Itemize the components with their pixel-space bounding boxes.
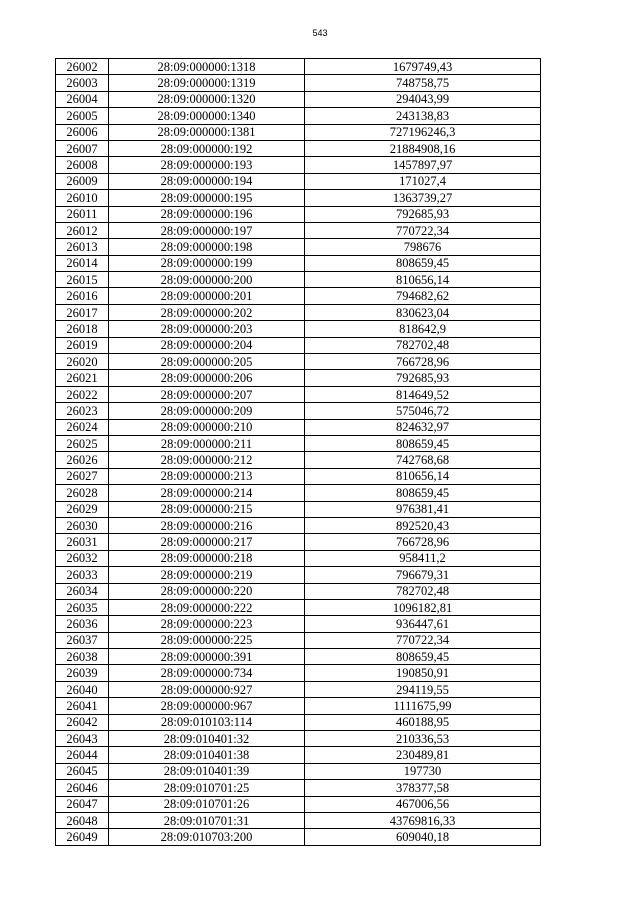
row-number-cell: 26002 xyxy=(56,59,109,75)
table-row xyxy=(56,534,541,550)
cadastral-value-cell: 892520,43 xyxy=(305,517,541,533)
cadastral-number-cell: 28:09:000000:967 xyxy=(109,698,305,714)
cadastral-number-cell: 28:09:000000:198 xyxy=(109,239,305,255)
table-row xyxy=(56,108,541,124)
cadastral-value-cell: 230489,81 xyxy=(305,747,541,763)
row-number-cell: 26045 xyxy=(56,763,109,779)
cadastral-number-cell: 28:09:000000:193 xyxy=(109,157,305,173)
row-number-cell: 26014 xyxy=(56,255,109,271)
row-number-cell: 26036 xyxy=(56,616,109,632)
cadastral-value-cell: 190850,91 xyxy=(305,665,541,681)
row-number-cell: 26039 xyxy=(56,665,109,681)
row-number-cell: 26049 xyxy=(56,829,109,845)
table-body xyxy=(56,59,541,846)
row-number-cell: 26026 xyxy=(56,452,109,468)
row-number-cell: 26009 xyxy=(56,173,109,189)
cadastral-value-cell: 766728,96 xyxy=(305,534,541,550)
table-row xyxy=(56,698,541,714)
row-number-cell: 26005 xyxy=(56,108,109,124)
table-row xyxy=(56,649,541,665)
row-number-cell: 26047 xyxy=(56,796,109,812)
row-number-cell: 26044 xyxy=(56,747,109,763)
row-number-cell: 26017 xyxy=(56,304,109,320)
table-row xyxy=(56,337,541,353)
cadastral-number-cell: 28:09:000000:214 xyxy=(109,485,305,501)
cadastral-number-cell: 28:09:000000:1381 xyxy=(109,124,305,140)
table-row xyxy=(56,452,541,468)
table-row xyxy=(56,468,541,484)
row-number-cell: 26019 xyxy=(56,337,109,353)
row-number-cell: 26003 xyxy=(56,75,109,91)
cadastral-number-cell: 28:09:000000:204 xyxy=(109,337,305,353)
cadastral-number-cell: 28:09:000000:391 xyxy=(109,649,305,665)
table-row xyxy=(56,157,541,173)
row-number-cell: 26016 xyxy=(56,288,109,304)
row-number-cell: 26011 xyxy=(56,206,109,222)
cadastral-value-cell: 808659,45 xyxy=(305,485,541,501)
row-number-cell: 26023 xyxy=(56,403,109,419)
table-row xyxy=(56,501,541,517)
row-number-cell: 26006 xyxy=(56,124,109,140)
cadastral-number-cell: 28:09:000000:222 xyxy=(109,599,305,615)
cadastral-value-cell: 467006,56 xyxy=(305,796,541,812)
cadastral-number-cell: 28:09:000000:192 xyxy=(109,140,305,156)
cadastral-number-cell: 28:09:000000:218 xyxy=(109,550,305,566)
cadastral-value-cell: 808659,45 xyxy=(305,435,541,451)
cadastral-number-cell: 28:09:000000:1340 xyxy=(109,108,305,124)
cadastral-number-cell: 28:09:010701:26 xyxy=(109,796,305,812)
cadastral-value-cell: 43769816,33 xyxy=(305,812,541,828)
table-row xyxy=(56,681,541,697)
cadastral-value-cell: 810656,14 xyxy=(305,272,541,288)
cadastral-number-cell: 28:09:000000:734 xyxy=(109,665,305,681)
row-number-cell: 26038 xyxy=(56,649,109,665)
row-number-cell: 26046 xyxy=(56,780,109,796)
table-row xyxy=(56,829,541,845)
table-row xyxy=(56,206,541,222)
cadastral-value-cell: 798676 xyxy=(305,239,541,255)
cadastral-value-cell: 1111675,99 xyxy=(305,698,541,714)
row-number-cell: 26042 xyxy=(56,714,109,730)
cadastral-number-cell: 28:09:000000:216 xyxy=(109,517,305,533)
cadastral-value-cell: 818642,9 xyxy=(305,321,541,337)
cadastral-value-cell: 243138,83 xyxy=(305,108,541,124)
table-row xyxy=(56,517,541,533)
cadastral-number-cell: 28:09:000000:212 xyxy=(109,452,305,468)
cadastral-number-cell: 28:09:000000:194 xyxy=(109,173,305,189)
cadastral-number-cell: 28:09:010103:114 xyxy=(109,714,305,730)
cadastral-value-cell: 810656,14 xyxy=(305,468,541,484)
cadastral-number-cell: 28:09:010401:32 xyxy=(109,731,305,747)
table-row xyxy=(56,665,541,681)
row-number-cell: 26007 xyxy=(56,140,109,156)
cadastral-value-cell: 1363739,27 xyxy=(305,190,541,206)
cadastral-number-cell: 28:09:000000:197 xyxy=(109,222,305,238)
cadastral-value-cell: 21884908,16 xyxy=(305,140,541,156)
row-number-cell: 26018 xyxy=(56,321,109,337)
table-row xyxy=(56,370,541,386)
row-number-cell: 26022 xyxy=(56,386,109,402)
row-number-cell: 26031 xyxy=(56,534,109,550)
cadastral-value-cell: 824632,97 xyxy=(305,419,541,435)
table-row xyxy=(56,304,541,320)
table-row xyxy=(56,354,541,370)
cadastral-number-cell: 28:09:000000:210 xyxy=(109,419,305,435)
cadastral-value-cell: 830623,04 xyxy=(305,304,541,320)
cadastral-value-cell: 575046,72 xyxy=(305,403,541,419)
cadastral-value-cell: 171027,4 xyxy=(305,173,541,189)
cadastral-value-table xyxy=(55,58,541,846)
cadastral-value-cell: 782702,48 xyxy=(305,337,541,353)
row-number-cell: 26015 xyxy=(56,272,109,288)
cadastral-number-cell: 28:09:000000:219 xyxy=(109,567,305,583)
table-row xyxy=(56,75,541,91)
page-number: 543 xyxy=(312,28,328,38)
table-row xyxy=(56,812,541,828)
row-number-cell: 26040 xyxy=(56,681,109,697)
cadastral-value-cell: 727196246,3 xyxy=(305,124,541,140)
cadastral-value-cell: 782702,48 xyxy=(305,583,541,599)
table-row xyxy=(56,91,541,107)
cadastral-value-cell: 958411,2 xyxy=(305,550,541,566)
cadastral-value-cell: 808659,45 xyxy=(305,649,541,665)
row-number-cell: 26021 xyxy=(56,370,109,386)
cadastral-value-cell: 1457897,97 xyxy=(305,157,541,173)
cadastral-value-cell: 792685,93 xyxy=(305,370,541,386)
row-number-cell: 26013 xyxy=(56,239,109,255)
table-row xyxy=(56,747,541,763)
cadastral-number-cell: 28:09:010701:31 xyxy=(109,812,305,828)
cadastral-value-cell: 1679749,43 xyxy=(305,59,541,75)
cadastral-value-cell: 794682,62 xyxy=(305,288,541,304)
table-row xyxy=(56,272,541,288)
cadastral-number-cell: 28:09:000000:1320 xyxy=(109,91,305,107)
table-row xyxy=(56,567,541,583)
table-row xyxy=(56,763,541,779)
cadastral-number-cell: 28:09:000000:203 xyxy=(109,321,305,337)
row-number-cell: 26008 xyxy=(56,157,109,173)
table-row xyxy=(56,583,541,599)
row-number-cell: 26025 xyxy=(56,435,109,451)
cadastral-number-cell: 28:09:000000:200 xyxy=(109,272,305,288)
table-row xyxy=(56,173,541,189)
cadastral-number-cell: 28:09:010703:200 xyxy=(109,829,305,845)
row-number-cell: 26043 xyxy=(56,731,109,747)
cadastral-value-cell: 210336,53 xyxy=(305,731,541,747)
cadastral-value-cell: 814649,52 xyxy=(305,386,541,402)
row-number-cell: 26010 xyxy=(56,190,109,206)
row-number-cell: 26029 xyxy=(56,501,109,517)
cadastral-value-cell: 766728,96 xyxy=(305,354,541,370)
cadastral-value-cell: 378377,58 xyxy=(305,780,541,796)
table-row xyxy=(56,485,541,501)
cadastral-value-cell: 742768,68 xyxy=(305,452,541,468)
table-row xyxy=(56,599,541,615)
cadastral-value-cell: 792685,93 xyxy=(305,206,541,222)
cadastral-number-cell: 28:09:000000:1318 xyxy=(109,59,305,75)
row-number-cell: 26004 xyxy=(56,91,109,107)
cadastral-number-cell: 28:09:000000:202 xyxy=(109,304,305,320)
cadastral-number-cell: 28:09:000000:1319 xyxy=(109,75,305,91)
row-number-cell: 26033 xyxy=(56,567,109,583)
cadastral-value-cell: 460188,95 xyxy=(305,714,541,730)
cadastral-number-cell: 28:09:000000:201 xyxy=(109,288,305,304)
table-row xyxy=(56,419,541,435)
cadastral-value-cell: 808659,45 xyxy=(305,255,541,271)
cadastral-number-cell: 28:09:000000:217 xyxy=(109,534,305,550)
row-number-cell: 26034 xyxy=(56,583,109,599)
row-number-cell: 26020 xyxy=(56,354,109,370)
table-row xyxy=(56,59,541,75)
cadastral-value-cell: 936447,61 xyxy=(305,616,541,632)
table-row xyxy=(56,780,541,796)
table-row xyxy=(56,550,541,566)
table-row xyxy=(56,386,541,402)
cadastral-number-cell: 28:09:010401:38 xyxy=(109,747,305,763)
table-row xyxy=(56,321,541,337)
row-number-cell: 26030 xyxy=(56,517,109,533)
table-row xyxy=(56,403,541,419)
cadastral-number-cell: 28:09:000000:196 xyxy=(109,206,305,222)
row-number-cell: 26035 xyxy=(56,599,109,615)
row-number-cell: 26048 xyxy=(56,812,109,828)
cadastral-value-cell: 796679,31 xyxy=(305,567,541,583)
cadastral-number-cell: 28:09:000000:209 xyxy=(109,403,305,419)
table-row xyxy=(56,616,541,632)
table-row xyxy=(56,714,541,730)
table-row xyxy=(56,239,541,255)
table-row xyxy=(56,124,541,140)
cadastral-value-cell: 770722,34 xyxy=(305,632,541,648)
cadastral-value-cell: 748758,75 xyxy=(305,75,541,91)
cadastral-value-cell: 1096182,81 xyxy=(305,599,541,615)
table-row xyxy=(56,255,541,271)
cadastral-number-cell: 28:09:000000:220 xyxy=(109,583,305,599)
cadastral-number-cell: 28:09:000000:213 xyxy=(109,468,305,484)
cadastral-value-cell: 976381,41 xyxy=(305,501,541,517)
cadastral-number-cell: 28:09:010401:39 xyxy=(109,763,305,779)
cadastral-number-cell: 28:09:000000:205 xyxy=(109,354,305,370)
row-number-cell: 26027 xyxy=(56,468,109,484)
cadastral-number-cell: 28:09:000000:225 xyxy=(109,632,305,648)
cadastral-value-cell: 294043,99 xyxy=(305,91,541,107)
table-row xyxy=(56,222,541,238)
cadastral-number-cell: 28:09:000000:215 xyxy=(109,501,305,517)
cadastral-value-cell: 609040,18 xyxy=(305,829,541,845)
table-row xyxy=(56,435,541,451)
row-number-cell: 26041 xyxy=(56,698,109,714)
table-row xyxy=(56,190,541,206)
table-row xyxy=(56,731,541,747)
table-row xyxy=(56,288,541,304)
cadastral-value-cell: 294119,55 xyxy=(305,681,541,697)
table-row xyxy=(56,632,541,648)
row-number-cell: 26012 xyxy=(56,222,109,238)
cadastral-number-cell: 28:09:010701:25 xyxy=(109,780,305,796)
cadastral-number-cell: 28:09:000000:207 xyxy=(109,386,305,402)
row-number-cell: 26032 xyxy=(56,550,109,566)
table-row xyxy=(56,796,541,812)
cadastral-number-cell: 28:09:000000:206 xyxy=(109,370,305,386)
table-row xyxy=(56,140,541,156)
cadastral-number-cell: 28:09:000000:927 xyxy=(109,681,305,697)
row-number-cell: 26037 xyxy=(56,632,109,648)
row-number-cell: 26024 xyxy=(56,419,109,435)
cadastral-value-cell: 197730 xyxy=(305,763,541,779)
cadastral-value-cell: 770722,34 xyxy=(305,222,541,238)
cadastral-number-cell: 28:09:000000:199 xyxy=(109,255,305,271)
row-number-cell: 26028 xyxy=(56,485,109,501)
cadastral-number-cell: 28:09:000000:195 xyxy=(109,190,305,206)
cadastral-number-cell: 28:09:000000:223 xyxy=(109,616,305,632)
cadastral-number-cell: 28:09:000000:211 xyxy=(109,435,305,451)
